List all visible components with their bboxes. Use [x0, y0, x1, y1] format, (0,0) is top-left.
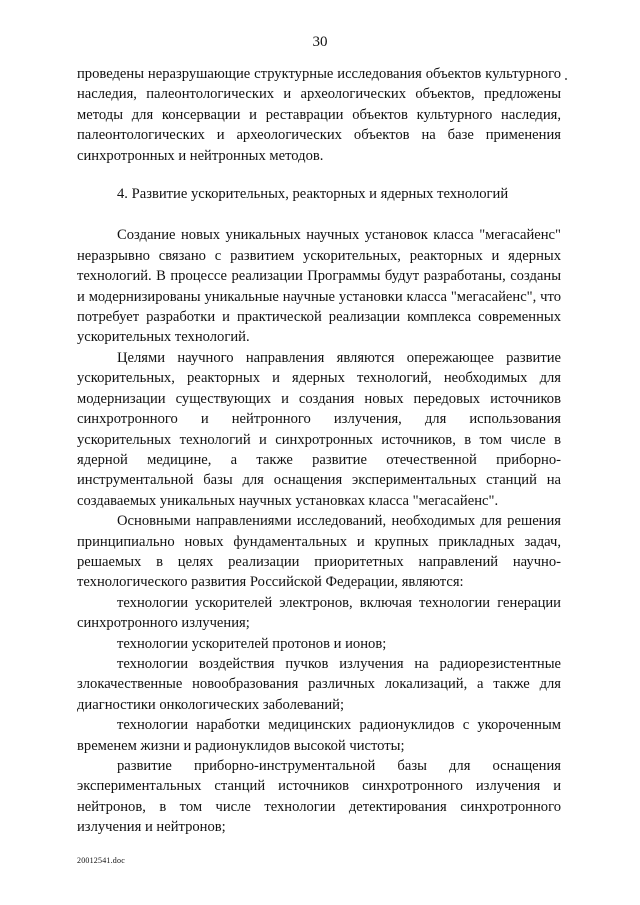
list-item: технологии ускорителей протонов и ионов; — [117, 635, 387, 652]
section-heading: 4. Развитие ускорительных, реакторных и ядерных технологий — [117, 186, 509, 203]
list-item: технологии наработки медицинских радионуклидов с укороченным временем жизни и радионуклидов высокой чистоты; — [77, 717, 561, 754]
list-item: развитие приборно-инструментальной базы для оснащения экспериментальных станций источников синхротронного излучения и нейтронов, в том числе технологии детектирования синхротронного излучения и нейтронов; — [77, 758, 561, 836]
paragraph: Основными направлениями исследований, необходимых для решения принципиально новых фундаментальных и крупных прикладных задач, решаемых в целях реализации приоритетных направлений научно-технологического развития Российской Федерации, являются: — [77, 513, 561, 591]
paragraph: Создание новых уникальных научных установок класса "мегасайенс" неразрывно связано с развитием ускорительных, реакторных и ядерных технологий. В процессе реализации Программы будут разработаны, созданы и модернизированы уникальные научные установки класса "мегасайенс", что потребует разработки и практической реализации комплекса современных ускорительных технологий. — [77, 227, 561, 346]
paragraph-continuation: проведены неразрушающие структурные исследования объектов культурного наследия, палеонтологических и археологических объектов, предложены методы для консервации и реставрации объектов культурного наследия, палеонтологических и археологических объектов на базе применения синхротронных и нейтронных методов. — [77, 66, 561, 164]
list-item: технологии воздействия пучков излучения на радиорезистентные злокачественные новообразования различных локализаций, а также для диагностики онкологических заболеваний; — [77, 655, 561, 713]
footer-filename: 20012541.doc — [77, 856, 125, 865]
scan-speck — [565, 78, 567, 80]
list-item: технологии ускорителей электронов, включая технологии генерации синхротронного излучения; — [77, 594, 561, 632]
document-body — [77, 64, 561, 838]
paragraph: Целями научного направления являются опережающее развитие ускорительных, реакторных и ядерных технологий, необходимых для модернизации существующих и создания новых передовых источников синхротронного и нейтронного излучения, для использования ускорительных технологий и синхротронных источников, в том числе в ядерной медицине, а также развитие отечественной приборно-инструментальной базы для оснащения экспериментальных станций на создаваемых уникальных научных установках класса "мегасайенс". — [77, 349, 561, 509]
page-number: 30 — [312, 34, 328, 50]
